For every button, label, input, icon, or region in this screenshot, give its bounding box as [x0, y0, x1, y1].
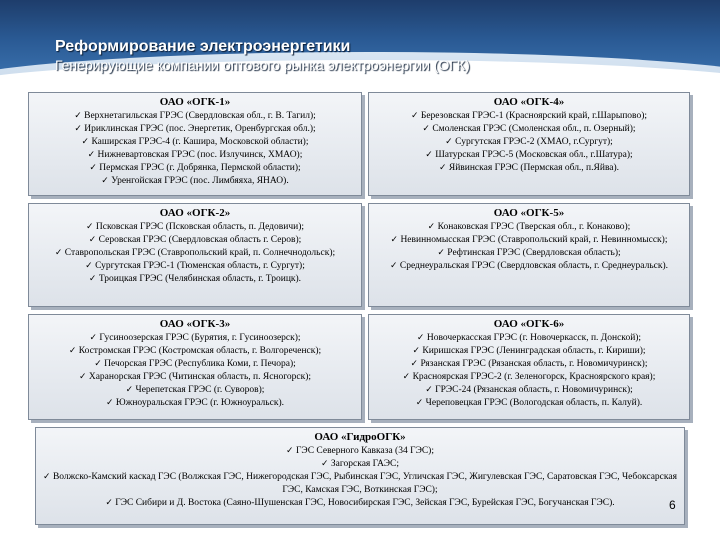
box-title: ОАО «ОГК-3»: [159, 318, 231, 330]
ogk-1-box: [28, 92, 362, 196]
station-item: [32, 123, 358, 136]
checkmark-icon: ✓: [87, 150, 96, 160]
ogk-3-box: [28, 314, 362, 420]
station-item: [32, 162, 358, 175]
station-item: [372, 123, 686, 136]
station-item: [32, 397, 358, 410]
station-text: ГРЭС-24 (Рязанская область, г. Новомичуринск);: [435, 385, 633, 395]
station-text: Яйвинская ГРЭС (Пермская обл., п.Яйва).: [448, 163, 620, 173]
station-item: [32, 221, 358, 234]
gidroogk-box: [35, 427, 685, 525]
checkmark-icon: ✓: [320, 459, 329, 469]
checkmark-icon: ✓: [89, 163, 97, 173]
station-text: Киришская ГРЭС (Ленинградская область, г. Кириши);: [422, 346, 646, 356]
station-text: Березовская ГРЭС-1 (Красноярский край, г.Шарыпово);: [420, 111, 648, 121]
checkmark-icon: ✓: [89, 333, 97, 343]
station-text: Шатурская ГРЭС-5 (Московская обл., г.Шатура);: [435, 150, 633, 160]
checkmark-icon: ✓: [68, 346, 77, 356]
station-item: [32, 260, 358, 273]
checkmark-icon: ✓: [445, 137, 453, 147]
station-item: [372, 149, 686, 162]
station-item: [32, 345, 358, 358]
checkmark-icon: ✓: [402, 372, 411, 382]
slide-title: Реформирование электроэнергетики: [55, 38, 351, 55]
checkmark-icon: ✓: [74, 111, 82, 121]
checkmark-icon: ✓: [74, 124, 82, 134]
station-text: Гусиноозерская ГРЭС (Бурятия, г. Гусиноозерск);: [99, 333, 301, 343]
station-item: [39, 497, 681, 510]
station-item: [39, 458, 681, 471]
checkmark-icon: ✓: [85, 261, 93, 271]
ogk-5-box: [368, 203, 690, 307]
checkmark-icon: ✓: [43, 472, 51, 482]
station-item: [32, 332, 358, 345]
station-item: [372, 234, 686, 247]
checkmark-icon: ✓: [81, 137, 90, 147]
station-item: [32, 149, 358, 162]
station-item: [39, 445, 681, 458]
station-text: ГЭС Сибири и Д. Востока (Саяно-Шушенская ГЭС, Новосибирская ГЭС, Зейская ГЭС, Бурейская ГЭС, Богучанская ГЭС).: [115, 498, 615, 508]
station-text: Невинномысская ГРЭС (Ставропольский край, г. Невинномысск);: [400, 235, 668, 245]
station-text: Сургутская ГРЭС-1 (Тюменская область, г. Сургут);: [95, 261, 305, 271]
station-text: Троицкая ГРЭС (Челябинская область, г. Троицк).: [98, 274, 302, 284]
station-text: Каширская ГРЭС-4 (г. Кашира, Московской области);: [91, 137, 309, 147]
station-item: [372, 358, 686, 371]
station-item: [372, 221, 686, 234]
checkmark-icon: ✓: [88, 274, 97, 284]
station-item: [32, 136, 358, 149]
box-title: ОАО «ГидроОГК»: [314, 431, 406, 443]
station-text: Череповецкая ГРЭС (Вологодская область, п. Калуй).: [425, 398, 643, 408]
ogk-2-box: [28, 203, 362, 307]
checkmark-icon: ✓: [94, 359, 102, 369]
checkmark-icon: ✓: [105, 498, 113, 508]
station-text: Рефтинская ГРЭС (Свердловская область);: [447, 248, 621, 258]
station-text: Харанорская ГРЭС (Читинская область, п. Ясногорск);: [88, 372, 312, 382]
checkmark-icon: ✓: [105, 398, 114, 408]
station-text: Сургутская ГРЭС-2 (ХМАО, г.Сургут);: [455, 137, 613, 147]
station-item: [32, 384, 358, 397]
box-title: ОАО «ОГК-4»: [493, 96, 565, 108]
station-item: [32, 358, 358, 371]
station-text: Красноярская ГРЭС-2 (г. Зеленогорск, Красноярского края);: [412, 372, 656, 382]
checkmark-icon: ✓: [412, 346, 421, 356]
checkmark-icon: ✓: [415, 398, 424, 408]
station-text: Смоленская ГРЭС (Смоленская обл., п. Озерный);: [432, 124, 636, 134]
ogk-6-box: [368, 314, 690, 420]
station-item: [372, 162, 686, 175]
station-text: Рязанская ГРЭС (Рязанская область, г. Новомичуринск);: [420, 359, 648, 369]
checkmark-icon: ✓: [125, 385, 134, 395]
station-text: Новочеркасская ГРЭС (г. Новочеркасск, п. Донской);: [426, 333, 642, 343]
page-number: 6: [669, 498, 676, 512]
checkmark-icon: ✓: [416, 333, 425, 343]
station-text: Пермская ГРЭС (г. Добрянка, Пермской области);: [99, 163, 301, 173]
station-text: Волжско-Камский каскад ГЭС (Волжская ГЭС, Нижегородская ГЭС, Рыбинская ГЭС, Угличская ГЭС, Жигулевская ГЭС, Саратовская ГЭС, Чебоксарская ГЭС, Камская ГЭС, Воткинская ГЭС);: [52, 472, 677, 495]
station-text: Среднеуральская ГРЭС (Свердловская область, г. Среднеуральск).: [399, 261, 669, 271]
checkmark-icon: ✓: [438, 163, 447, 173]
station-text: Нижневартовская ГРЭС (пос. Излучинск, ХМАО);: [97, 150, 303, 160]
slide-header: [0, 0, 720, 88]
station-item: [372, 332, 686, 345]
checkmark-icon: ✓: [101, 176, 109, 186]
station-text: Загорская ГАЭС;: [330, 459, 400, 469]
station-item: [32, 273, 358, 286]
box-title: ОАО «ОГК-6»: [493, 318, 565, 330]
station-text: Печорская ГРЭС (Республика Коми, г. Печора);: [104, 359, 296, 369]
checkmark-icon: ✓: [427, 222, 436, 232]
station-item: [32, 110, 358, 123]
checkmark-icon: ✓: [88, 235, 97, 245]
station-text: Костромская ГРЭС (Костромская область, г. Волгореченск);: [78, 346, 322, 356]
slide-subtitle: Генерирующие компании оптового рынка электроэнергии (ОГК): [55, 57, 470, 73]
checkmark-icon: ✓: [389, 261, 398, 271]
station-item: [372, 247, 686, 260]
checkmark-icon: ✓: [85, 222, 94, 232]
station-item: [372, 384, 686, 397]
checkmark-icon: ✓: [425, 385, 433, 395]
station-text: Черепетская ГРЭС (г. Суворов);: [135, 385, 265, 395]
station-item: [32, 175, 358, 188]
checkmark-icon: ✓: [410, 111, 419, 121]
station-item: [372, 397, 686, 410]
station-item: [372, 260, 686, 273]
checkmark-icon: ✓: [437, 248, 445, 258]
station-item: [32, 247, 358, 260]
box-title: ОАО «ОГК-5»: [493, 207, 565, 219]
station-item: [372, 110, 686, 123]
station-text: Конаковская ГРЭС (Тверская обл., г. Конаково);: [437, 222, 631, 232]
station-text: ГЭС Северного Кавказа (34 ГЭС);: [295, 446, 434, 456]
checkmark-icon: ✓: [78, 372, 87, 382]
box-title: ОАО «ОГК-1»: [159, 96, 231, 108]
station-text: Уренгойская ГРЭС (пос. Лимбяяха, ЯНАО).: [111, 176, 289, 186]
station-text: Ставропольская ГРЭС (Ставропольский край, п. Солнечнодольск);: [64, 248, 336, 258]
station-text: Верхнетагильская ГРЭС (Свердловская обл., г. В. Тагил);: [84, 111, 316, 121]
checkmark-icon: ✓: [54, 248, 63, 258]
box-title: ОАО «ОГК-2»: [159, 207, 231, 219]
station-item: [372, 371, 686, 384]
station-text: Псковская ГРЭС (Псковская область, п. Дедовичи);: [95, 222, 305, 232]
station-item: [32, 234, 358, 247]
station-item: [372, 136, 686, 149]
checkmark-icon: ✓: [422, 124, 430, 134]
ogk-4-box: [368, 92, 690, 196]
station-item: [39, 471, 681, 497]
checkmark-icon: ✓: [410, 359, 419, 369]
station-item: [372, 345, 686, 358]
checkmark-icon: ✓: [286, 446, 294, 456]
station-text: Южноуральская ГРЭС (г. Южноуральск).: [115, 398, 285, 408]
station-text: Ириклинская ГРЭС (пос. Энергетик, Оренбургская обл.);: [84, 124, 316, 134]
station-text: Серовская ГРЭС (Свердловская область г. Серов);: [98, 235, 302, 245]
station-item: [32, 371, 358, 384]
checkmark-icon: ✓: [390, 235, 399, 245]
checkmark-icon: ✓: [425, 150, 433, 160]
